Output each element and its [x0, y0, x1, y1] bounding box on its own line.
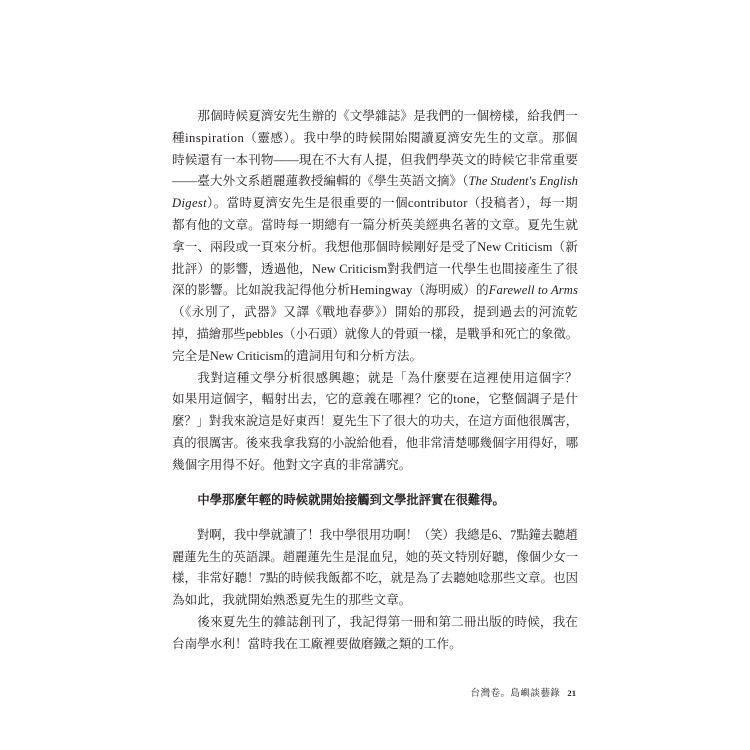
text-line — [172, 259, 578, 281]
text-line — [172, 106, 578, 128]
text-line — [172, 433, 578, 455]
text-run: （《永別了，武器》又譯《戰地春夢》）開始的那段，提到過去的河流乾 — [172, 305, 578, 320]
paragraph — [172, 525, 578, 612]
line-text — [172, 128, 578, 150]
text-line — [172, 525, 578, 547]
text-run: 麼？」對我來說這是好東西！夏先生下了很大的功夫，在這方面他很厲害， — [172, 414, 578, 429]
line-text — [172, 590, 411, 612]
text-run: 那個時候夏濟安先生辦的《文學雜誌》是我們的一個榜樣，給我們一 — [197, 109, 578, 123]
text-line — [172, 411, 578, 433]
text-run: 時候還有一本刊物——現在不大有人提，但我們學英文的時候它非常重要 — [172, 152, 578, 167]
line-text — [172, 346, 422, 368]
text-run: 樣，非常好聽！7點的時候我飯都不吃，就是為了去聽她唸那些文章。也因 — [172, 571, 578, 586]
paragraph — [172, 612, 578, 656]
line-text — [172, 193, 578, 215]
line-text — [172, 568, 578, 590]
text-line — [172, 324, 578, 346]
text-run: 批評）的影響，透過他，New Criticism對我們這一代學生也間接產生了很 — [172, 261, 578, 276]
line-text — [172, 455, 411, 477]
line-text — [197, 106, 578, 128]
line-text — [172, 634, 462, 656]
question-text: 中學那麼年輕的時候就開始接觸到文學批評實在很難得。 — [197, 492, 505, 507]
line-text — [172, 237, 578, 259]
line-text — [172, 389, 578, 411]
text-run: 對啊，我中學就讀了！我中學很用功啊！（笑）我總是6、7點鐘去聽趙 — [197, 527, 578, 542]
text-run: 如果用這個字，輻射出去，它的意義在哪裡？它的tone，它整個調子是什 — [172, 392, 578, 407]
text-run: 掉，描繪那些pebbles（小石頭）就像人的骨頭一樣，是戰爭和死亡的象徵。 — [172, 326, 578, 341]
text-run: 拿一、兩段或一頁來分析。我想他那個時候剛好是受了New Criticism（新 — [172, 239, 578, 254]
text-run: 真的很厲害。後來我拿我寫的小說給他看，他非常清楚哪幾個字用得好，哪 — [172, 435, 578, 450]
line-text — [172, 324, 578, 346]
text-line — [172, 150, 578, 172]
line-text — [197, 368, 578, 390]
running-title: 台灣卷。島嶼談藝錄 — [470, 689, 561, 699]
text-line — [172, 568, 578, 590]
line-text — [172, 302, 578, 324]
text-run: 後來夏先生的雜誌創刊了，我記得第一冊和第二冊出版的時候，我在 — [197, 615, 578, 630]
text-run: 麗蓮先生的英語課。趙麗蓮先生是混血兒，她的英文特別好聽，像個少女一 — [172, 549, 578, 564]
interview-question — [172, 490, 578, 512]
text-run: 種inspiration（靈感）。我中學的時候開始閱讀夏濟安先生的文章。那個 — [172, 130, 578, 145]
line-text — [172, 280, 578, 302]
text-run: 深的影響。比如說我記得他分析Hemingway（海明威）的 — [172, 283, 489, 298]
text-line — [172, 455, 578, 477]
line-text — [197, 525, 578, 547]
text-run: 幾個字用得不好。他對文字真的非常講究。 — [172, 457, 412, 472]
line-text — [172, 411, 578, 433]
text-run: 都有他的文章。當時每一期總有一篇分析英美經典名著的文章。夏先生就 — [172, 217, 578, 232]
text-line — [172, 634, 578, 656]
running-footer — [172, 685, 576, 701]
text-line — [172, 280, 578, 302]
text-line — [172, 193, 578, 215]
paragraph — [172, 106, 578, 368]
text-run: 台南學水利！當時我在工廠裡要做磨鐵之類的工作。 — [172, 636, 462, 651]
paragraph — [172, 368, 578, 477]
line-text — [197, 612, 578, 634]
line-text — [172, 171, 578, 193]
text-run: 完全是New Criticism的遣詞用句和分析方法。 — [172, 348, 423, 363]
text-line — [172, 368, 578, 390]
line-text — [172, 259, 578, 281]
text-line — [172, 612, 578, 634]
text-run: 我對這種文學分析很感興趣；就是「為什麼要在這裡使用這個字？ — [197, 370, 578, 385]
text-run: 為如此，我就開始熟悉夏先生的那些文章。 — [172, 593, 412, 608]
italic-title-text: Farewell to Arms — [488, 283, 578, 298]
italic-title-text: The Student's English — [468, 174, 578, 189]
line-text — [172, 547, 578, 569]
text-line — [172, 547, 578, 569]
text-line — [172, 237, 578, 259]
text-line — [172, 302, 578, 324]
text-line — [172, 590, 578, 612]
page-body-text — [172, 106, 578, 656]
line-text — [172, 215, 578, 237]
text-run: ——臺大外文系趙麗蓮教授編輯的《學生英語文摘》（ — [172, 174, 469, 189]
text-line — [172, 171, 578, 193]
line-text — [172, 150, 578, 172]
text-line — [172, 215, 578, 237]
text-run: ）。當時夏濟安先生是很重要的一個contributor（投稿者），每一期 — [207, 196, 578, 211]
text-line — [172, 389, 578, 411]
text-line — [172, 128, 578, 150]
text-line — [172, 346, 578, 368]
page-number: 21 — [567, 688, 576, 698]
line-text — [172, 433, 578, 455]
italic-title-text: Digest — [172, 196, 208, 211]
